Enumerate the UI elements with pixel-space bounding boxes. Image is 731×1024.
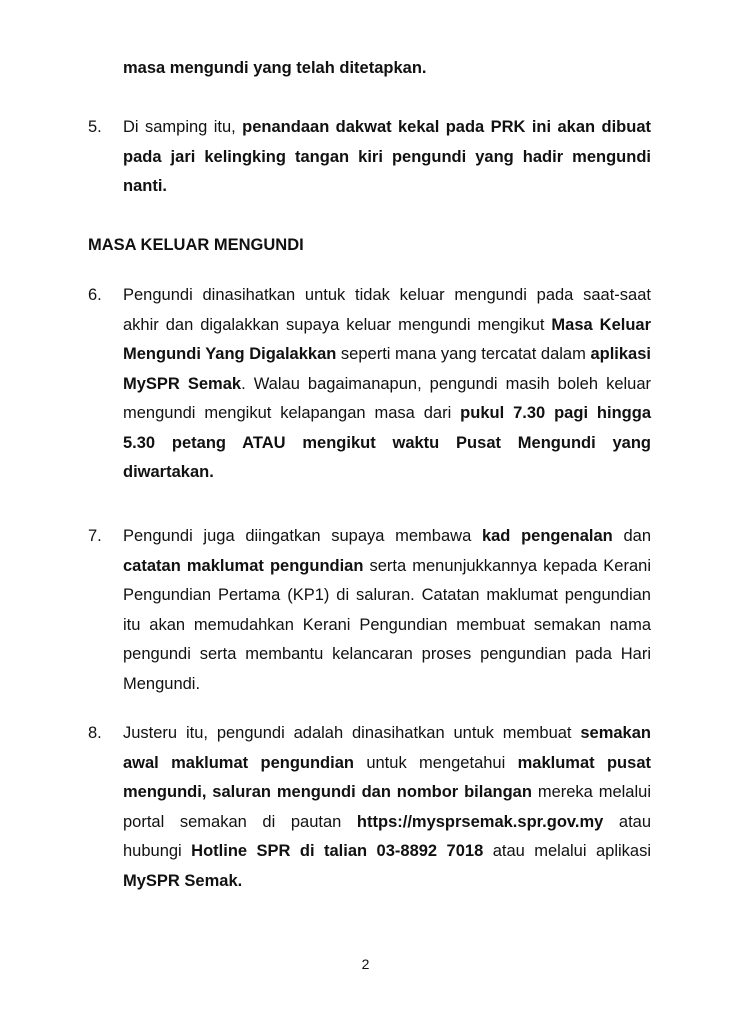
para8-text-2: untuk mengetahui [353,753,518,772]
para6-body [123,281,651,488]
para8-bold-2: maklumat pusat mengundi, saluran mengundi dan nombor bilangan [123,753,651,801]
para6-text-3: . Walau bagaimanapun, pengundi masih boleh keluar mengundi mengikut kelapangan masa dari [123,374,652,422]
para8-text-5: atau melalui aplikasi [483,842,651,860]
para8-text-4: atau hubungi [123,812,652,860]
para8-number: 8. [88,724,102,742]
section-heading: MASA KELUAR MENGUNDI [88,236,304,254]
para7-text-3: serta menunjukkannya kepada Kerani Pengundian Pertama (KP1) di saluran. Catatan maklumat pengundian itu akan memudahkan Kerani Pengundian membuat semakan nama pengundi serta membantu kelancaran proses pengundian pada Hari Mengundi. [123,556,651,693]
para5-number: 5. [88,118,102,136]
para7-body [123,522,651,699]
para5-body [123,113,651,202]
para6-text-1: Pengundi dinasihatkan untuk tidak keluar mengundi pada saat-saat akhir dan digalakkan supaya keluar mengundi mengikut [123,286,651,334]
page-number: 2 [361,956,370,972]
para6-text-2: seperti mana yang tercatat dalam [336,345,591,363]
para6-bold-3: pukul 7.30 pagi hingga 5.30 petang ATAU mengikut waktu Pusat Mengundi yang diwartakan. [123,404,652,481]
para7-number: 7. [88,527,102,545]
para6-bold-1: Masa Keluar Mengundi Yang Digalakkan [123,315,652,363]
para8-text-3: mereka melalui portal semakan di pautan [123,783,651,831]
para5-text-1: Di samping itu, [123,118,243,136]
para4-tail-text: masa mengundi yang telah ditetapkan. [123,59,427,77]
para8-bold-1: semakan awal maklumat pengundian [123,724,651,772]
para7-bold-2: catatan maklumat pengundian [123,556,364,575]
para8-bold-5: MySPR Semak. [123,871,243,890]
para8-body [123,719,651,896]
para5-bold-1: penandaan dakwat kekal pada PRK ini akan dibuat pada jari kelingking tangan kiri pengundi yang hadir mengundi nanti. [123,118,651,195]
para8-link: https://mysprsemak.spr.gov.my [356,812,604,831]
para6-bold-2: aplikasi MySPR Semak [123,345,651,393]
para8-text-1: Justeru itu, pengundi adalah dinasihatkan untuk membuat [123,724,581,742]
para4-tail [123,54,651,84]
para6-number: 6. [88,286,102,304]
para7-text-2: dan [612,527,651,545]
para7-text-1: Pengundi juga diingatkan supaya membawa [123,527,482,545]
para7-bold-1: kad pengenalan [481,527,613,545]
para8-hotline: Hotline SPR di talian 03-8892 7018 [191,842,484,860]
